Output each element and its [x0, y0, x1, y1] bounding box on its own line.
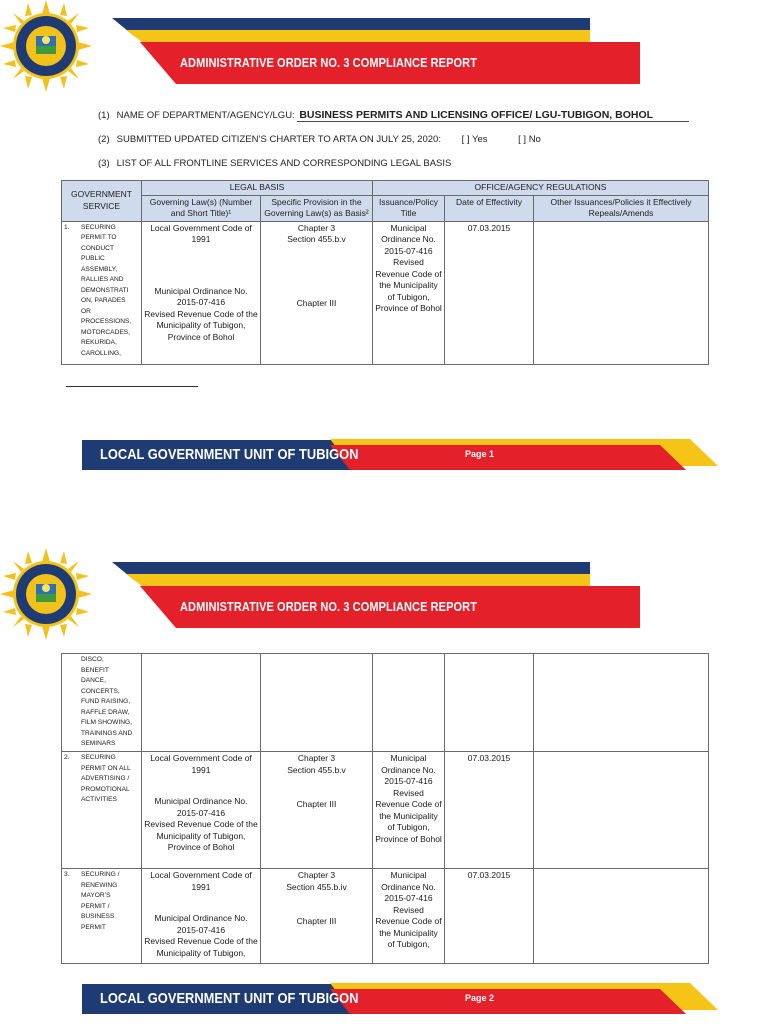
service-cell: [62, 221, 142, 364]
other-issuances-cell: [534, 752, 709, 869]
service-cell: [62, 869, 142, 964]
col-governing-laws: Governing Law(s) (Number and Short Title)¹: [142, 195, 261, 221]
table-row: [62, 221, 709, 364]
municipal-seal-icon: [0, 0, 92, 92]
date-cell: 07.03.2015: [445, 221, 534, 364]
provision-text: Section 455.b.v: [287, 234, 346, 244]
provision-text: Chapter III: [296, 799, 337, 809]
provision-text: Chapter III: [296, 916, 337, 926]
header-banner: [0, 0, 768, 100]
governing-laws-cell: [142, 221, 261, 364]
agency-label: NAME OF DEPARTMENT/AGENCY/LGU:: [116, 110, 295, 121]
header-stripes: [0, 0, 768, 100]
header-stripes: [0, 540, 768, 640]
other-issuances-cell: [534, 221, 709, 364]
other-issuances-cell: [534, 654, 709, 752]
col-specific-provision: Specific Provision in the Governing Law(s) as Basis²: [261, 195, 373, 221]
issuance-cell: [373, 654, 445, 752]
provision-cell: [261, 869, 373, 964]
no-checkbox[interactable]: [ ] No: [518, 134, 541, 145]
legal-basis-table-page1: [61, 180, 709, 365]
service-cell: [62, 752, 142, 869]
row-number: 2.: [64, 754, 70, 761]
service-name: SECURING PERMIT TO CONDUCT PUBLIC ASSEMBLY, RALLIES AND DEMONSTRATI ON, PARADES OR PROCESSIONS, MOTORCADES, REKURIDA, CAROLLING,: [81, 223, 132, 357]
date-cell: 07.03.2015: [445, 869, 534, 964]
footnote-divider: [66, 386, 198, 387]
page-number: Page 2: [465, 993, 495, 1003]
provision-cell: [261, 654, 373, 752]
services-label: LIST OF ALL FRONTLINE SERVICES AND CORRESPONDING LEGAL BASIS: [116, 158, 452, 169]
form-line-charter: [98, 134, 541, 145]
report-title: ADMINISTRATIVE ORDER NO. 3 COMPLIANCE REPORT: [180, 56, 478, 70]
law-text: Revised Revenue Code of the Municipality of Tubigon, Province of Bohol: [144, 308, 258, 342]
law-text: Municipal Ordinance No. 2015-07-416: [154, 796, 248, 818]
issuance-cell: Municipal Ordinance No. 2015-07-416 Revised Revenue Code of the Municipality of Tubigon,: [373, 869, 445, 964]
charter-label: SUBMITTED UPDATED CITIZEN’S CHARTER TO ARTA ON JULY 25, 2020:: [116, 134, 441, 145]
law-text: Local Government Code of 1991: [150, 222, 252, 244]
legal-basis-table-page2: [61, 653, 709, 964]
col-issuance-title: Issuance/Policy Title: [373, 195, 445, 221]
table-row: [62, 869, 709, 964]
provision-text: Chapter III: [296, 297, 337, 308]
issuance-cell: Municipal Ordinance No. 2015-07-416 Revised Revenue Code of the Municipality of Tubigon, Province of Bohol: [373, 221, 445, 364]
report-title: ADMINISTRATIVE ORDER NO. 3 COMPLIANCE REPORT: [180, 600, 478, 614]
provision-text: Section 455.b.iv: [286, 881, 347, 892]
service-name: SECURING / RENEWING MAYOR’S PERMIT / BUSINESS PERMIT: [81, 871, 120, 931]
form-number-1: (1): [98, 110, 110, 121]
law-text: Local Government Code of 1991: [150, 870, 252, 892]
provision-cell: [261, 221, 373, 364]
service-name: DISCO, BENEFIT DANCE, CONCERTS, FUND RAISING, RAFFLE DRAW, FILM SHOWING, TRAININGS AND SEMINARS: [81, 656, 133, 747]
form-line-agency: [98, 109, 689, 121]
municipal-seal-icon: [0, 548, 92, 640]
governing-laws-cell: [142, 752, 261, 869]
footer-title: LOCAL GOVERNMENT UNIT OF TUBIGON: [100, 446, 359, 463]
table-row: [62, 752, 709, 869]
group-legal-basis: LEGAL BASIS: [142, 181, 373, 196]
service-name: SECURING PERMIT ON ALL ADVERTISING / PROMOTIONAL ACTIVITIES: [81, 754, 131, 803]
row-number: 1.: [64, 223, 70, 231]
law-text: Municipal Ordinance No. 2015-07-416: [154, 913, 248, 935]
governing-laws-cell: [142, 654, 261, 752]
form-number-2: (2): [98, 134, 110, 145]
form-number-3: (3): [98, 158, 110, 169]
footer-banner: [0, 981, 768, 1021]
governing-laws-cell: [142, 869, 261, 964]
law-text: Local Government Code of 1991: [150, 753, 252, 775]
footer-title: LOCAL GOVERNMENT UNIT OF TUBIGON: [100, 990, 359, 1007]
provision-cell: [261, 752, 373, 869]
other-issuances-cell: [534, 869, 709, 964]
row-number: 3.: [64, 871, 70, 878]
table-row: [62, 654, 709, 752]
page-1: [0, 0, 768, 500]
yes-checkbox[interactable]: [ ] Yes: [461, 134, 488, 145]
provision-text: Chapter 3: [297, 753, 336, 763]
page-number: Page 1: [465, 449, 495, 459]
col-government-service: GOVERNMENT SERVICE: [62, 181, 142, 222]
group-office-regulations: OFFICE/AGENCY REGULATIONS: [373, 181, 709, 196]
law-text: Revised Revenue Code of the Municipality of Tubigon,: [144, 936, 258, 958]
form-line-services: [98, 158, 451, 169]
col-other-issuances: Other Issuances/Policies it Effectively Repeals/Amends: [534, 195, 709, 221]
footer-banner: [0, 437, 768, 477]
provision-text: Section 455.b.v: [287, 764, 346, 775]
service-cell: [62, 654, 142, 752]
date-cell: [445, 654, 534, 752]
provision-text: Chapter 3: [297, 222, 336, 233]
header-banner: [0, 540, 768, 640]
provision-text: Chapter 3: [297, 870, 336, 880]
date-cell: 07.03.2015: [445, 752, 534, 869]
page-2: [0, 540, 768, 1024]
issuance-cell: Municipal Ordinance No. 2015-07-416 Revised Revenue Code of the Municipality of Tubigon, Province of Bohol: [373, 752, 445, 869]
agency-value: BUSINESS PERMITS AND LICENSING OFFICE/ LGU-TUBIGON, BOHOL: [297, 109, 689, 122]
col-date-effectivity: Date of Effectivity: [445, 195, 534, 221]
law-text: Municipal Ordinance No. 2015-07-416: [154, 285, 248, 307]
law-text: Revised Revenue Code of the Municipality of Tubigon, Province of Bohol: [144, 819, 258, 852]
